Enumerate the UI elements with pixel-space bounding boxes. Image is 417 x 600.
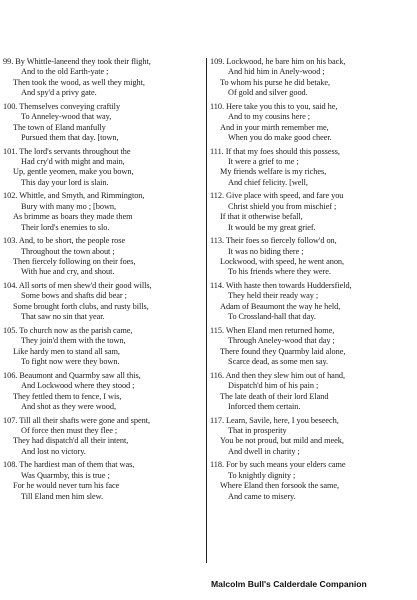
- stanza-first-line: 103. And, to be short, the people rose: [3, 236, 126, 246]
- stanza-line: And spy'd a privy gate.: [21, 88, 97, 98]
- stanza-line: Dispatch'd him of his pain ;: [228, 381, 319, 391]
- stanza: [210, 326, 415, 368]
- stanza-line: Pursued them that day. [town,: [21, 133, 119, 143]
- stanza-line: And to my cousins here ;: [228, 112, 310, 122]
- stanza-line: With hue and cry, and shout.: [21, 267, 115, 277]
- stanza-first-line: 106. Beaumont and Quarmby saw all this,: [3, 370, 141, 380]
- stanza-first-line: 115. When Eland men returned home,: [210, 325, 335, 335]
- stanza-line: This day your lord is slain.: [21, 177, 109, 187]
- stanza-line: The late death of their lord Eland: [220, 391, 329, 401]
- stanza: [210, 102, 415, 144]
- stanza-line: It were a grief to me ;: [228, 157, 299, 167]
- left-column: [3, 57, 203, 505]
- stanza-line: Their lord's enemies to slo.: [21, 222, 110, 232]
- stanza: [210, 416, 415, 458]
- stanza-line: There found they Quarmby laid alone,: [220, 346, 346, 356]
- stanza-first-line: 101. The lord's servants throughout the: [3, 146, 131, 156]
- stanza-line: Throughout the town about ;: [21, 246, 115, 256]
- stanza-line: Then took the wood, as well they might,: [13, 77, 145, 87]
- stanza-line: For he would never turn his face: [13, 481, 120, 491]
- stanza-line: They held their ready way ;: [228, 291, 319, 301]
- stanza-line: If that it otherwise befall,: [220, 212, 303, 222]
- stanza-line: Adam of Beaumont the way he held,: [220, 301, 341, 311]
- stanza: [3, 371, 203, 413]
- stanza-first-line: 116. And then they slew him out of hand,: [210, 370, 346, 380]
- stanza: [3, 416, 203, 458]
- stanza-line: To Anneley-wood that way,: [21, 112, 112, 122]
- stanza-line: Like hardy men to stand all sam,: [13, 346, 120, 356]
- stanza-line: Scarce dead, as some men say.: [228, 357, 329, 367]
- stanza-line: It was no biding there ;: [228, 246, 304, 256]
- stanza-line: To Crossland-hall that day.: [228, 312, 316, 322]
- stanza: [3, 281, 203, 323]
- stanza-line: Lockwood, with speed, he went anon,: [220, 257, 345, 267]
- stanza: [210, 371, 415, 413]
- stanza-line: Inforced them certain.: [228, 401, 301, 411]
- source-caption: Malcolm Bull's Calderdale Companion: [211, 579, 367, 589]
- stanza-line: Bury with many mo ; [bown,: [21, 201, 117, 211]
- stanza-first-line: 104. All sorts of men shew'd their good wills,: [3, 281, 152, 291]
- stanza-first-line: 105. To church now as the parish came,: [3, 325, 133, 335]
- stanza-line: Some bows and shafts did bear ;: [21, 291, 127, 301]
- stanza: [3, 236, 203, 278]
- stanza-line: And in your mirth remember me,: [220, 122, 329, 132]
- stanza-first-line: 112. Give place with speed, and fare you: [210, 191, 344, 201]
- stanza-line: When you do make good cheer.: [228, 133, 332, 143]
- stanza-line: As brimme as boars they made them: [13, 212, 133, 222]
- stanza-line: And dwell in charity ;: [228, 446, 300, 456]
- stanza-first-line: 111. If that my foes should this possess,: [210, 146, 340, 156]
- stanza-line: To whom his purse he did betake,: [220, 77, 331, 87]
- stanza-first-line: 100. Themselves conveying craftily: [3, 101, 121, 111]
- stanza-line: And Lockwood where they stood ;: [21, 381, 135, 391]
- stanza-line: Some brought forth clubs, and rusty bills,: [13, 301, 149, 311]
- stanza-line: Had cry'd with might and main,: [21, 157, 125, 167]
- stanza-line: My friends welfare is my riches,: [220, 167, 327, 177]
- stanza-line: Of gold and silver good.: [228, 88, 308, 98]
- stanza-line: Through Aneley-wood that day ;: [228, 336, 335, 346]
- stanza-line: They join'd them with the town,: [21, 336, 126, 346]
- stanza: [3, 191, 203, 233]
- stanza-line: That saw no sin that year.: [21, 312, 105, 322]
- stanza-line: And shot as they were wood,: [21, 401, 116, 411]
- stanza-line: Up, gentle yeomen, make you bown,: [13, 167, 134, 177]
- stanza-line: It would be my great grief.: [228, 222, 316, 232]
- stanza-first-line: 113. Their foes so fiercely follow'd on,: [210, 236, 337, 246]
- stanza-first-line: 110. Here take you this to you, said he,: [210, 101, 338, 111]
- stanza-first-line: 109. Lockwood, he bare him on his back,: [210, 57, 346, 66]
- column-divider: [206, 58, 207, 563]
- stanza-line: And hid him in Anely-wood ;: [228, 67, 325, 77]
- stanza: [210, 147, 415, 189]
- stanza-line: And to the old Earth-yate ;: [21, 67, 109, 77]
- stanza-line: They had dispatch'd all their intent,: [13, 436, 129, 446]
- stanza-line: Where Eland then forsook the same,: [220, 481, 340, 491]
- stanza-first-line: 102. Whittle, and Smyth, and Rimmington,: [3, 191, 145, 201]
- stanza: [3, 57, 203, 99]
- stanza-line: And lost no victory.: [21, 446, 86, 456]
- stanza-line: Was Quarmby, this is true ;: [21, 470, 110, 480]
- stanza: [210, 236, 415, 278]
- stanza-line: To his friends where they were.: [228, 267, 331, 277]
- stanza-line: That in prosperity: [228, 425, 287, 435]
- stanza-line: The town of Eland manfully: [13, 122, 106, 132]
- right-column: [210, 57, 415, 505]
- stanza-line: Till Eland men him slew.: [21, 491, 104, 501]
- stanza: [210, 460, 415, 502]
- stanza-line: Then fiercely following on their foes,: [13, 257, 136, 267]
- stanza-first-line: 114. With haste then towards Huddersfield,: [210, 281, 352, 291]
- stanza-first-line: 118. For by such means your elders came: [210, 460, 346, 470]
- stanza-line: And came to misery.: [228, 491, 296, 501]
- stanza: [210, 281, 415, 323]
- stanza-first-line: 117. Learn, Savile, here, I you beseech,: [210, 415, 339, 425]
- stanza-first-line: 107. Till all their shafts were gone and spent,: [3, 415, 150, 425]
- stanza-line: Of force then must they flee ;: [21, 425, 118, 435]
- stanza: [210, 57, 415, 99]
- stanza-first-line: 108. The hardiest man of them that was,: [3, 460, 135, 470]
- stanza-line: And chief felicity. [well,: [228, 177, 308, 187]
- stanza-line: You be not proud, but mild and meek,: [220, 436, 344, 446]
- stanza: [3, 147, 203, 189]
- stanza-first-line: 99. By Whittle-laneend they took their flight,: [3, 57, 151, 66]
- stanza-line: Christ shield you from mischief ;: [228, 201, 337, 211]
- stanza-line: To knightly dignity ;: [228, 470, 296, 480]
- stanza: [3, 460, 203, 502]
- stanza: [3, 102, 203, 144]
- stanza: [3, 326, 203, 368]
- stanza: [210, 191, 415, 233]
- stanza-line: They fettled them to fence, I wis,: [13, 391, 122, 401]
- stanza-line: To fight now were they bown.: [21, 357, 120, 367]
